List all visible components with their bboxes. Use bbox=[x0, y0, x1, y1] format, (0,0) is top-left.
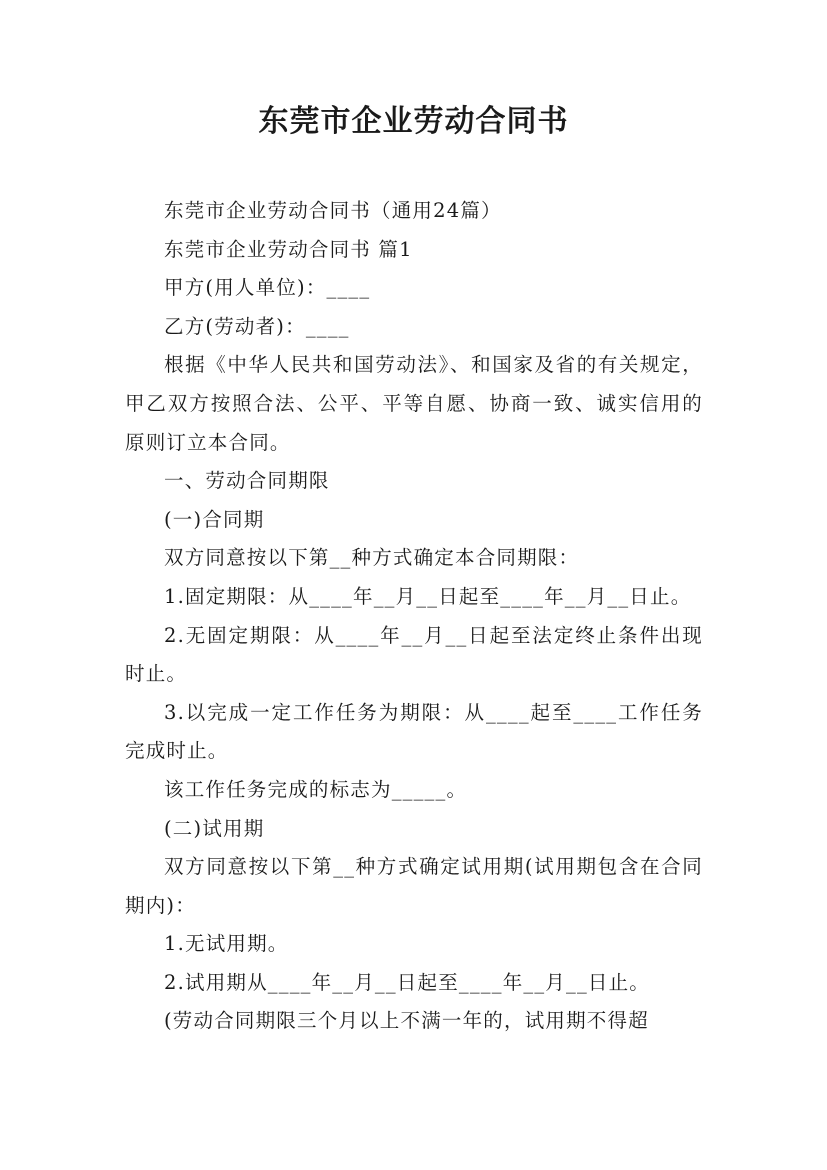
paragraph-section-heading: 东莞市企业劳动合同书 篇1 bbox=[164, 237, 413, 261]
paragraph-subclause-heading: (一)合同期 bbox=[164, 507, 265, 531]
paragraph-party-b: 乙方(劳动者)：____ bbox=[164, 314, 350, 338]
paragraph-subtitle: 东莞市企业劳动合同书（通用24篇） bbox=[164, 199, 502, 222]
paragraph-term-method: 双方同意按以下第__种方式确定本合同期限： bbox=[164, 546, 580, 570]
paragraph-party-a: 甲方(用人单位)：____ bbox=[164, 276, 371, 300]
document-title: 东莞市企业劳动合同书 bbox=[258, 104, 569, 139]
paragraph-task-completion: 该工作任务完成的标志为_____。 bbox=[164, 777, 468, 801]
paragraph-task-term: 3.以完成一定工作任务为期限：从____起至____工作任务完成时止。 bbox=[125, 700, 703, 763]
document-body bbox=[125, 192, 703, 1041]
paragraph-subclause-heading: (二)试用期 bbox=[164, 816, 265, 840]
paragraph-preamble: 根据《中华人民共和国劳动法》、和国家及省的有关规定，甲乙双方按照合法、公平、平等自愿、协商一致、诚实信用的原则订立本合同。 bbox=[125, 353, 703, 454]
paragraph-clause-heading: 一、劳动合同期限 bbox=[164, 469, 330, 493]
paragraph-probation-note: (劳动合同期限三个月以上不满一年的，试用期不得超 bbox=[164, 1009, 649, 1033]
paragraph-no-probation: 1.无试用期。 bbox=[164, 932, 289, 956]
paragraph-fixed-term: 1.固定期限：从____年__月__日起至____年__月__日止。 bbox=[164, 584, 692, 608]
paragraph-probation-method: 双方同意按以下第__种方式确定试用期(试用期包含在合同期内)： bbox=[125, 855, 703, 917]
paragraph-probation-period: 2.试用期从____年__月__日起至____年__月__日止。 bbox=[164, 970, 651, 994]
paragraph-open-term: 2.无固定期限：从____年__月__日起至法定终止条件出现时止。 bbox=[125, 623, 703, 686]
